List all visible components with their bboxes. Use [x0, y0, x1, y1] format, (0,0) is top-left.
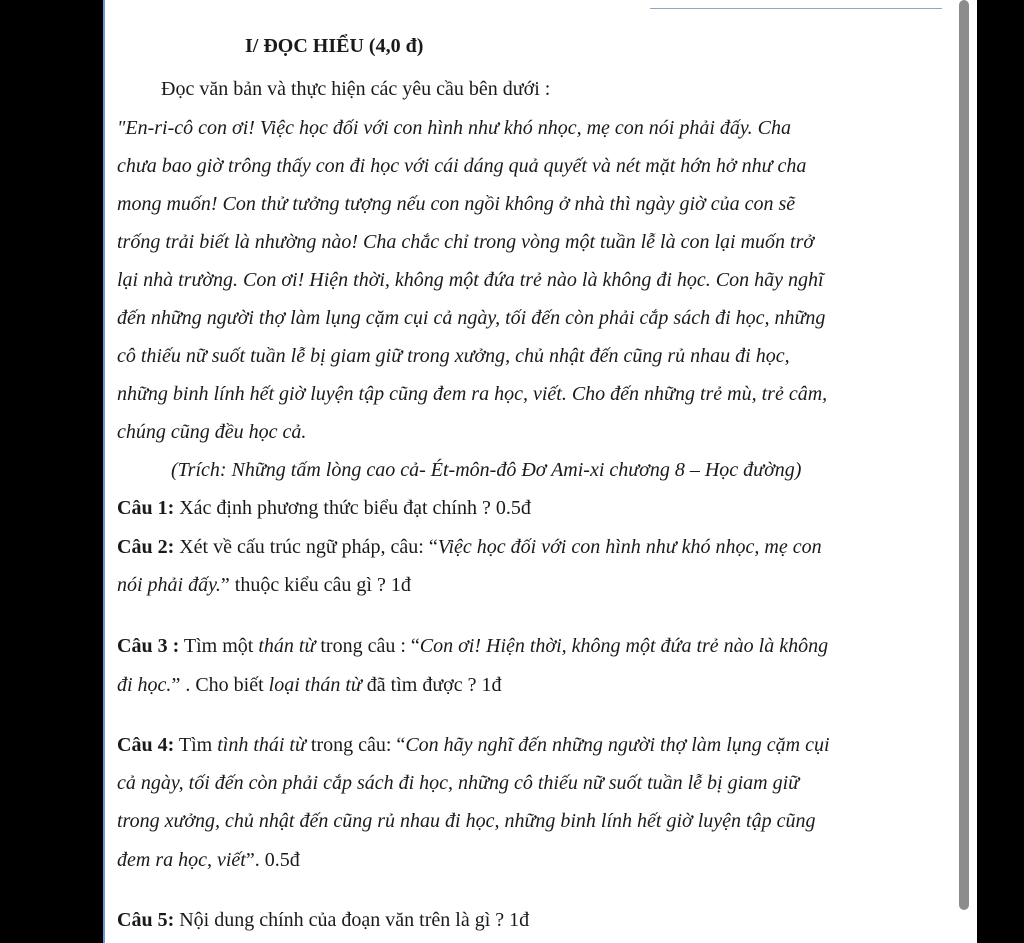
- question-label: Câu 2:: [117, 536, 175, 558]
- passage-line: chúng cũng đều học cả.: [117, 421, 307, 443]
- instruction-text: Đọc văn bản và thực hiện các yêu cầu bên dưới :: [161, 78, 551, 100]
- quoted-sentence: Con hãy nghĩ đến những người thợ làm lụng cặm cụi: [405, 734, 830, 756]
- question-text: Xác định phương thức biểu đạt chính ? 0.5đ: [174, 497, 531, 519]
- quoted-sentence: Việc học đối với con hình như khó nhọc, mẹ con: [437, 536, 822, 558]
- question-label: Câu 5:: [117, 909, 175, 931]
- question-4-line: cả ngày, tối đến còn phải cắp sách đi học, những cô thiếu nữ suốt tuần lễ bị giam giữ: [117, 772, 800, 794]
- question-1: [117, 496, 531, 520]
- header-rule: [650, 8, 942, 9]
- document-page: [103, 0, 959, 943]
- passage-line: chưa bao giờ trông thấy con đi học với cái dáng quả quyết và nét mặt hớn hở như cha: [117, 155, 807, 177]
- question-text: ” . Cho biết: [171, 674, 269, 696]
- question-text: trong câu : “: [315, 635, 420, 657]
- question-text: ” thuộc kiểu câu gì ? 1đ: [220, 574, 411, 596]
- passage-line: cô thiếu nữ suốt tuần lễ bị giam giữ trong xưởng, chủ nhật đến cũng rủ nhau đi học,: [117, 345, 790, 367]
- passage-line: "En-ri-cô con ơi! Việc học đối với con hình như khó nhọc, mẹ con nói phải đấy. Cha: [117, 117, 792, 139]
- question-4-line: trong xưởng, chủ nhật đến cũng rủ nhau đi học, những binh lính hết giờ luyện tập cũng: [117, 810, 816, 832]
- question-2-cont: [117, 573, 411, 597]
- question-label: Câu 3 :: [117, 635, 180, 657]
- question-4: [117, 733, 830, 757]
- question-text: Tìm một: [179, 635, 259, 657]
- section-title: I/ ĐỌC HIỂU (4,0 đ): [245, 35, 424, 57]
- passage-line: những binh lính hết giờ luyện tập cũng đem ra học, viết. Cho đến những trẻ mù, trẻ câm,: [117, 383, 828, 405]
- question-text: Xét về cấu trúc ngữ pháp, câu: “: [174, 536, 438, 558]
- question-5: [117, 908, 529, 932]
- passage-line: mong muốn! Con thử tưởng tượng nếu con ngồi không ở nhà thì ngày giờ của con sẽ: [117, 193, 796, 215]
- quoted-sentence: đi học.: [117, 674, 172, 696]
- question-text: Nội dung chính của đoạn văn trên là gì ? 1đ: [174, 909, 530, 931]
- question-label: Câu 4:: [117, 734, 175, 756]
- question-3: [117, 634, 828, 658]
- quoted-sentence: Con ơi! Hiện thời, không một đứa trẻ nào là không: [419, 635, 829, 657]
- passage-line: đến những người thợ làm lụng cặm cụi cả ngày, tối đến còn phải cắp sách đi học, những: [117, 307, 826, 329]
- scrollbar-thumb[interactable]: [959, 0, 969, 910]
- term: thán từ: [258, 635, 316, 657]
- quoted-sentence: nói phải đấy.: [117, 574, 221, 596]
- question-text: ”. 0.5đ: [245, 849, 300, 871]
- passage-line: trống trải biết là nhường nào! Cha chắc chỉ trong vòng một tuần lễ là con lại muốn trở: [117, 231, 815, 253]
- term: loại thán từ: [268, 674, 362, 696]
- source-citation: (Trích: Những tấm lòng cao cả- Ét-môn-đô Đơ Ami-xi chương 8 – Học đường): [171, 459, 802, 481]
- question-text: Tìm: [174, 734, 218, 756]
- question-text: đã tìm được ? 1đ: [361, 674, 502, 696]
- question-text: trong câu: “: [305, 734, 406, 756]
- question-label: Câu 1:: [117, 497, 175, 519]
- quoted-sentence: đem ra học, viết: [117, 849, 246, 871]
- term: tình thái từ: [217, 734, 306, 756]
- question-2: [117, 535, 822, 559]
- passage-line: lại nhà trường. Con ơi! Hiện thời, không một đứa trẻ nào là không đi học. Con hãy nghĩ: [117, 269, 824, 291]
- question-3-cont: [117, 673, 502, 697]
- question-4-end: [117, 848, 300, 872]
